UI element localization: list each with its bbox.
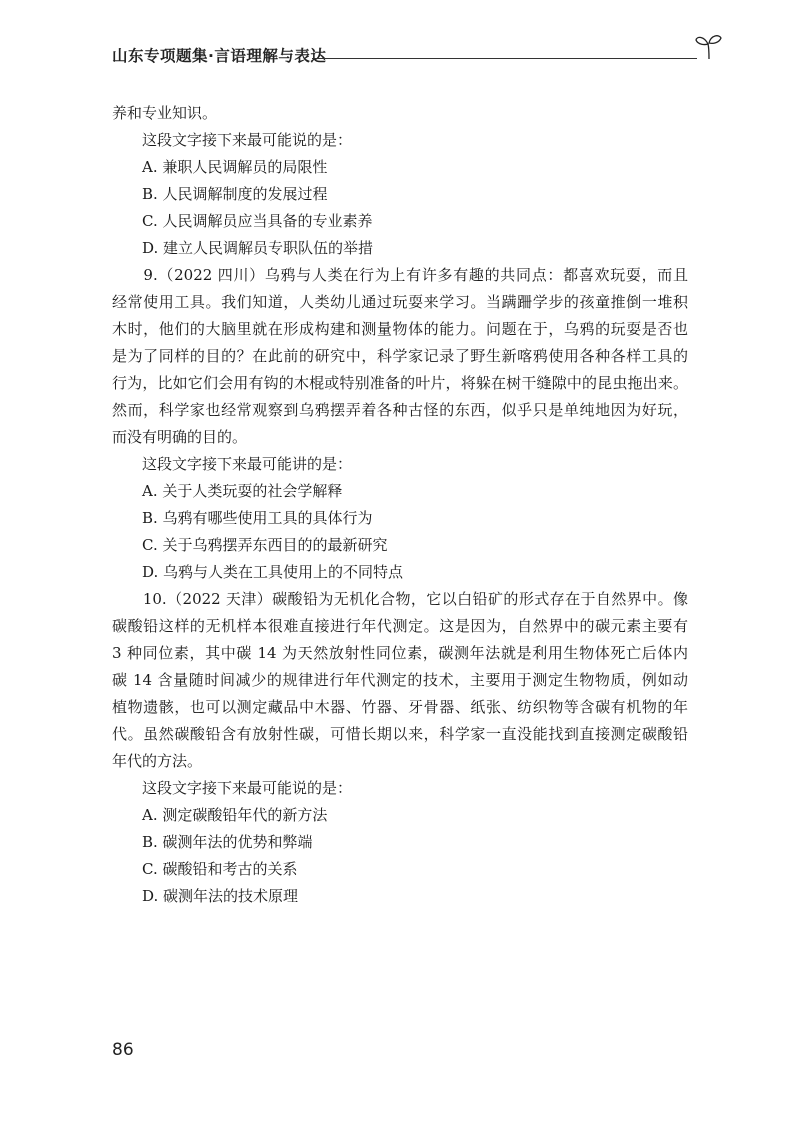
paragraph-line: 养和专业知识。 (112, 104, 218, 122)
question-line: D. 碳测年法的技术原理 (142, 887, 299, 905)
question-line: 这段文字接下来最可能说的是： (142, 131, 353, 149)
page-body (112, 100, 688, 910)
question-line: 这段文字接下来最可能讲的是： (142, 455, 353, 473)
question-line: B. 乌鸦有哪些使用工具的具体行为 (142, 509, 373, 527)
question-line: C. 关于乌鸦摆弄东西目的的最新研究 (142, 536, 388, 554)
question-line: A. 兼职人民调解员的局限性 (142, 158, 328, 176)
paragraph-line: 10.（2022 天津）碳酸铅为无机化合物，它以白铅矿的形式存在于自然界中。像 (112, 590, 688, 608)
paragraph-line: 行为，比如它们会用有钩的木棍或特别准备的叶片，将躲在树干缝隙中的昆虫拖出来。 (112, 374, 688, 392)
question-line: D. 建立人民调解员专职队伍的举措 (142, 239, 374, 257)
sprout-icon (694, 32, 724, 60)
paragraph-line: 9.（2022 四川）乌鸦与人类在行为上有许多有趣的共同点：都喜欢玩耍，而且 (112, 266, 688, 284)
question-line: C. 碳酸铅和考古的关系 (142, 860, 298, 878)
paragraph-line: 碳 14 含量随时间减少的规律进行年代测定的技术，主要用于测定生物物质，例如动 (112, 671, 688, 689)
paragraph-line: 经常使用工具。我们知道，人类幼儿通过玩耍来学习。当蹒跚学步的孩童推倒一堆积 (112, 293, 688, 311)
paragraph-line: 而没有明确的目的。 (112, 428, 248, 446)
question-line: A. 关于人类玩耍的社会学解释 (142, 482, 343, 500)
question-line: D. 乌鸦与人类在工具使用上的不同特点 (142, 563, 404, 581)
header-rule (312, 58, 697, 59)
question-line: 这段文字接下来最可能说的是： (142, 779, 353, 797)
paragraph-line: 3 种同位素，其中碳 14 为天然放射性同位素，碳测年法就是利用生物体死亡后体内 (112, 644, 688, 662)
paragraph-line: 是为了同样的目的？在此前的研究中，科学家记录了野生新喀鸦使用各种各样工具的 (112, 347, 688, 365)
paragraph-line: 代。虽然碳酸铅含有放射性碳，可惜长期以来，科学家一直没能找到直接测定碳酸铅 (112, 725, 688, 743)
question-line: C. 人民调解员应当具备的专业素养 (142, 212, 373, 230)
question-line: B. 碳测年法的优势和弊端 (142, 833, 313, 851)
paragraph-line: 年代的方法。 (112, 752, 203, 770)
question-line: A. 测定碳酸铅年代的新方法 (142, 806, 328, 824)
paragraph-line: 然而，科学家也经常观察到乌鸦摆弄着各种古怪的东西，似乎只是单纯地因为好玩， (112, 401, 688, 419)
running-header (112, 42, 720, 72)
header-title: 山东专项题集·言语理解与表达 (112, 47, 327, 65)
paragraph-line: 木时，他们的大脑里就在形成构建和测量物体的能力。问题在于，乌鸦的玩耍是否也 (112, 320, 688, 338)
paragraph-line: 碳酸铅这样的无机样本很难直接进行年代测定。这是因为，自然界中的碳元素主要有 (112, 617, 688, 635)
question-line: B. 人民调解制度的发展过程 (142, 185, 328, 203)
paragraph-line: 植物遗骸，也可以测定藏品中木器、竹器、牙骨器、纸张、纺织物等含碳有机物的年 (112, 698, 688, 716)
page-number: 86 (112, 1040, 134, 1060)
